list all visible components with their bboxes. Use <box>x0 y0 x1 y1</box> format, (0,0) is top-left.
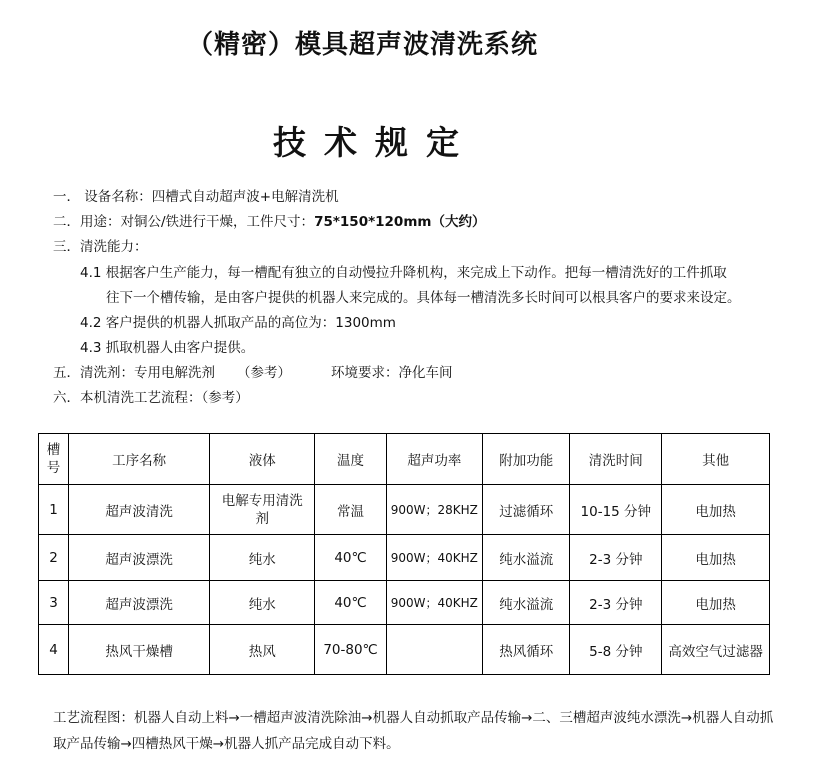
equipment-name-value: 四槽式自动超声波+电解清洗机 <box>151 189 339 205</box>
cell-other: 电加热 <box>662 535 770 581</box>
process-spec-table <box>38 433 770 675</box>
cell-additional-function: 纯水溢流 <box>483 581 570 625</box>
cell-process-name: 超声波漂洗 <box>69 535 210 581</box>
cell-ultrasonic-power: 900W；40KHZ <box>386 535 482 581</box>
cell-tank-no: 4 <box>39 625 69 675</box>
header-ultrasonic-power: 超声功率 <box>386 434 482 485</box>
table-row <box>39 625 770 675</box>
section-equipment-name <box>53 188 339 206</box>
header-cleaning-time: 清洗时间 <box>570 434 662 485</box>
header-temperature: 温度 <box>315 434 386 485</box>
purpose-label: 二．用途：对铜公/铁进行干燥，工件尺寸： <box>53 214 315 230</box>
cleaning-agent-text: 五．清洗剂：专用电解洗剂 <box>53 365 215 381</box>
cell-tank-no: 3 <box>39 581 69 625</box>
document-title: （精密）模具超声波清洗系统 <box>186 30 538 60</box>
cell-ultrasonic-power: 900W；40KHZ <box>386 581 482 625</box>
table-row <box>39 485 770 535</box>
section-process-flow-heading: 六．本机清洗工艺流程：（参考） <box>53 390 249 406</box>
cell-liquid: 电解专用清洗剂 <box>210 485 315 535</box>
table-row <box>39 581 770 625</box>
cleaning-agent-reference: （参考） <box>237 365 291 381</box>
process-flow-description: 工艺流程图：机器人自动上料→一槽超声波清洗除油→机器人自动抓取产品传输→二、三槽超声波纯水漂洗→机器人自动抓取产品传输→四槽热风干燥→机器人抓产品完成自动下料。 <box>53 710 774 752</box>
table-row <box>39 535 770 581</box>
environment-requirement: 环境要求：净化车间 <box>331 365 453 381</box>
cell-ultrasonic-power: 900W；28KHZ <box>386 485 482 535</box>
header-tank-no: 槽号 <box>39 434 69 485</box>
cell-additional-function: 热风循环 <box>483 625 570 675</box>
header-process-name: 工序名称 <box>69 434 210 485</box>
cell-process-name: 超声波漂洗 <box>69 581 210 625</box>
cell-process-name: 热风干燥槽 <box>69 625 210 675</box>
table-header-row <box>39 434 770 485</box>
cell-additional-function: 纯水溢流 <box>483 535 570 581</box>
capacity-item-4-1-line2: 往下一个槽传输，是由客户提供的机器人来完成的。具体每一槽清洗多长时间可以根具客户的要求来设定。 <box>106 290 741 306</box>
header-liquid: 液体 <box>210 434 315 485</box>
cell-temperature: 40℃ <box>315 535 386 581</box>
cell-cleaning-time: 5-8 分钟 <box>570 625 662 675</box>
document-subtitle: 技术规定 <box>273 123 477 162</box>
cell-tank-no: 2 <box>39 535 69 581</box>
cell-cleaning-time: 10-15 分钟 <box>570 485 662 535</box>
cell-other: 电加热 <box>662 581 770 625</box>
capacity-item-4-1-line1: 4.1 根据客户生产能力，每一槽配有独立的自动慢拉升降机构，来完成上下动作。把每一槽清洗好的工件抓取 <box>80 265 727 281</box>
cell-temperature: 常温 <box>315 485 386 535</box>
cell-cleaning-time: 2-3 分钟 <box>570 535 662 581</box>
cell-liquid: 纯水 <box>210 535 315 581</box>
header-other: 其他 <box>662 434 770 485</box>
section-cleaning-agent <box>53 364 453 382</box>
cell-other: 高效空气过滤器 <box>662 625 770 675</box>
capacity-item-4-3: 4.3 抓取机器人由客户提供。 <box>80 340 255 356</box>
capacity-item-4-2: 4.2 客户提供的机器人抓取产品的高位为：1300mm <box>80 315 396 331</box>
cell-additional-function: 过滤循环 <box>483 485 570 535</box>
section-capacity-heading: 三．清洗能力： <box>53 239 148 255</box>
section-purpose <box>53 213 485 231</box>
cell-liquid: 热风 <box>210 625 315 675</box>
cell-liquid: 纯水 <box>210 581 315 625</box>
workpiece-size: 75*150*120mm（大约） <box>314 214 486 230</box>
cell-temperature: 40℃ <box>315 581 386 625</box>
cell-ultrasonic-power <box>386 625 482 675</box>
cell-process-name: 超声波清洗 <box>69 485 210 535</box>
cell-cleaning-time: 2-3 分钟 <box>570 581 662 625</box>
header-additional-function: 附加功能 <box>483 434 570 485</box>
cell-temperature: 70-80℃ <box>315 625 386 675</box>
equipment-name-label: 一． 设备名称： <box>53 189 152 205</box>
cell-tank-no: 1 <box>39 485 69 535</box>
cell-other: 电加热 <box>662 485 770 535</box>
